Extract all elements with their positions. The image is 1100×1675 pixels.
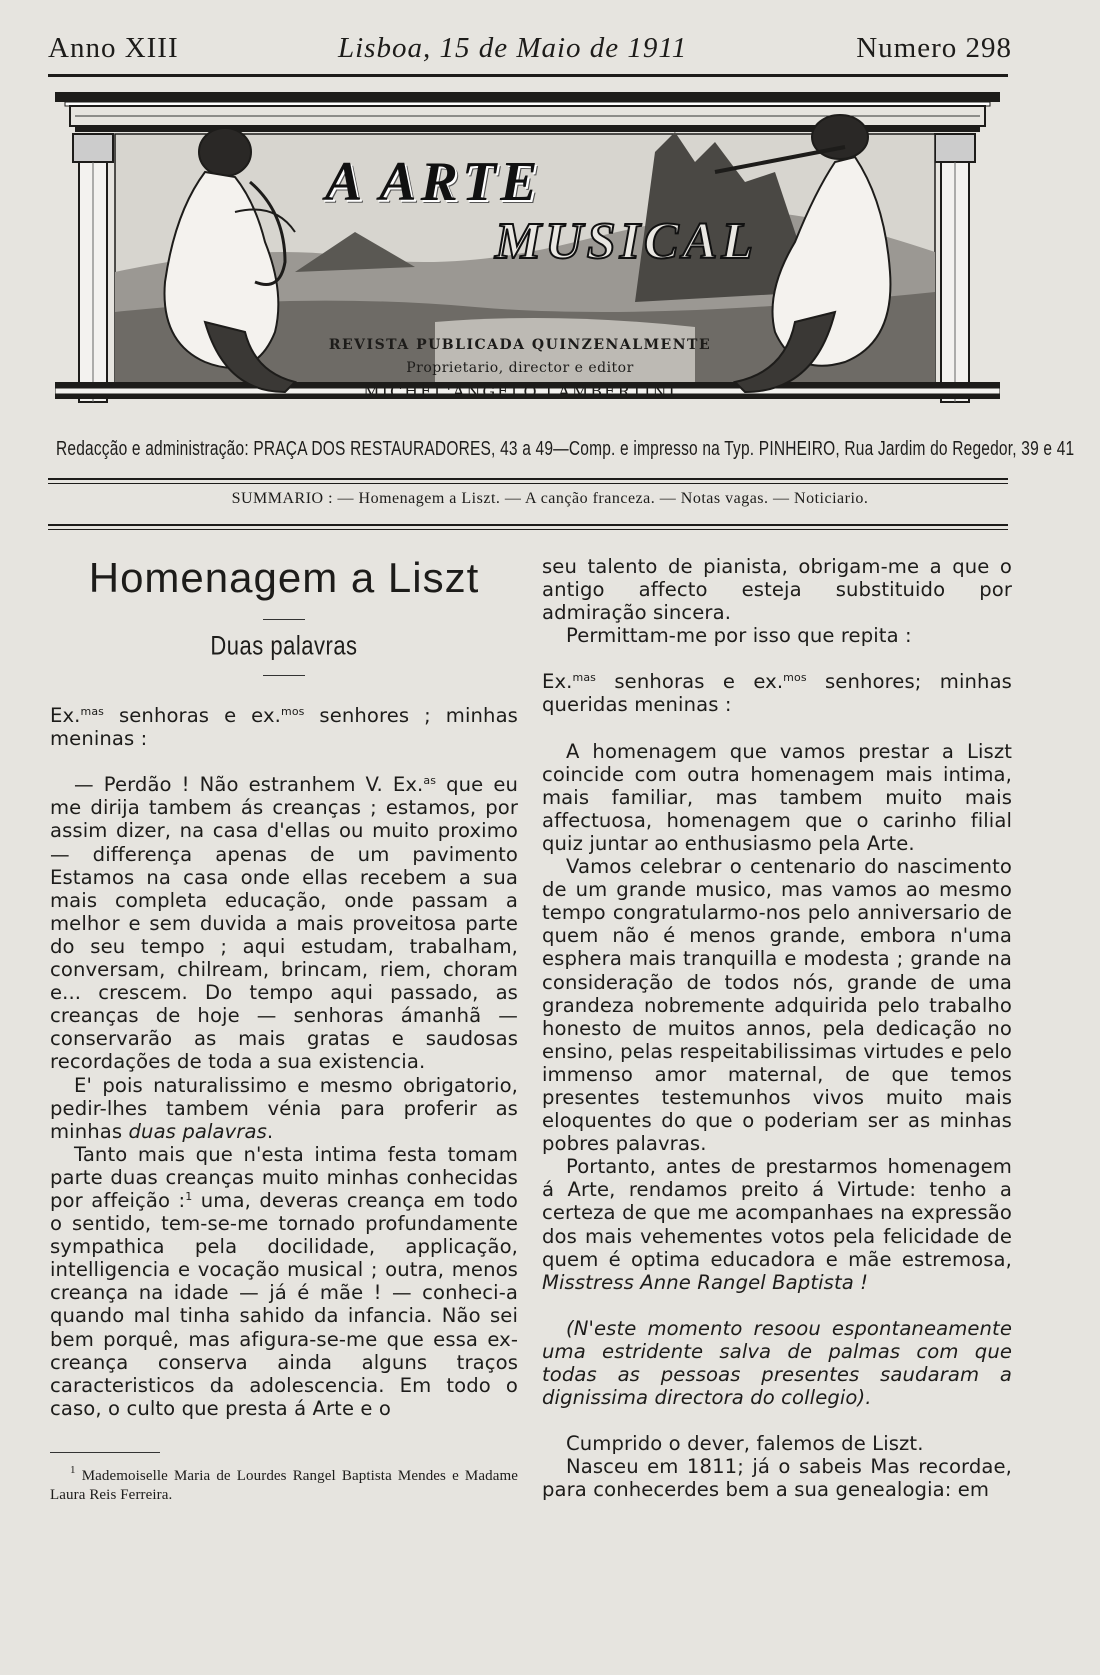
left-column [50,555,518,1505]
summary-line: SUMMARIO : — Homenagem a Liszt. — A canção franceza. — Notas vagas. — Noticiario. [231,490,869,507]
article-subtitle: Duas palavras [210,630,358,661]
right-column [542,555,1012,1501]
paragraph: Vamos celebrar o centenario do nascimento de um grande musico, mas vamos ao mesmo tempo congratularmo-nos pelo anniversario de quem não é menos grande, embora n'uma esphera mais tranquilla e modesta ; grande na consideração de todos nós, grande de uma grandeza nobremente adquirida pelo trabalho honesto de muitos annos, pela dedicação no ensino, pelas respeitabilissimas virtudes e pelo immenso amor maternal, de que temos presentes testemunhos vivos muito mais eloquentes do que o poderiam ser as minhas pobres palavras. [542,855,1012,1156]
masthead-title-line2: MUSICAL [495,213,758,270]
paragraph: Cumprido o dever, falemos de Liszt. [566,1432,924,1456]
paragraph: Nasceu em 1811; já o sabeis Mas recordae, para conhecerdes bem a sua genealogia: em [542,1455,1012,1502]
paragraph: Permittam-me por isso que repita : [566,624,912,648]
editor-name: MICHEL'ANGELO LAMBERTINI [363,382,677,401]
summary-rule-top [48,478,1008,480]
paragraph: — Perdão ! Não estranhem V. Ex.$^{as}$ que eu me dirija tambem ás creanças ; estamos, por assim dizer, na casa d'ellas ou muito proximo — differença apenas de um pavimento Estamos na casa onde ellas recebem a sua mais completa educação, onde passam a melhor e sem duvida a mais proveitosa parte do seu tempo ; aqui estudam, trabalham, conversam, chilream, brincam, riem, choram e... crescem. Do tempo aqui passado, as creanças de hoje — senhoras ámanhã — conservarão as mais gratas e saudosas recordações de toda a sua existencia. [50,773,519,1074]
paragraph: (N'este momento resoou espontaneamente uma estridente salva de palmas com que todas as pessoas presentes saudaram a dignissima directora do collegio). [542,1316,1012,1410]
summary-rule-bottom [48,524,1008,526]
masthead [55,92,1000,432]
summary-rule-top-2 [48,483,1008,484]
paragraph: seu talento de pianista, obrigam-me a que o antigo affecto esteja substituido por admiração sincera. [542,555,1012,625]
paragraph: Tanto mais que n'esta intima festa tomam parte duas creanças muito minhas conhecidas por affeição :$^1$ uma, deveras creança em todo o sentido, tem-se-me tornado profundamente sympathica pela docilidade, applicação, intelligencia e vocação musical ; outra, menos creança na idade — já é mãe ! — conheci-a quando mal tinha sahido da infancia. Não sei bem porquê, mas afigura-se-me que essa ex-creança conserva ainda alguns traços caracteristicos da adolescencia. Em todo o caso, o culto que presta á Arte e o [50,1142,518,1420]
paragraph: E' pois naturalissimo e mesmo obrigatorio, pedir-lhes tambem vénia para proferir as minhas duas palavras. [50,1073,518,1143]
masthead-subtitle: REVISTA PUBLICADA QUINZENALMENTE [328,337,712,353]
paragraph: Ex.$^{mas}$ senhoras e ex.$^{mos}$ senhores; minhas queridas meninas : [542,670,1012,717]
footnote: $^1$ Mademoiselle Maria de Lourdes Rangel Baptista Mendes e Madame Laura Reis Ferreira. [50,1463,518,1503]
address-line: Redacção e administração: PRAÇA DOS RESTAURADORES, 43 a 49—Comp. e impresso na Typ. PINHEIRO, Rua Jardim do Regedor, 39 e 41 [56,438,1075,461]
paragraph: A homenagem que vamos prestar a Liszt coincide com outra homenagem mais intima, mais familiar, mas tambem muito mais affectuosa, homenagem que o carinho filial quiz juntar ao enthusiasmo pela Arte. [542,739,1012,855]
proprietor-line: Proprietario, director e editor [406,360,634,376]
article-title: Homenagem a Liszt [88,554,480,601]
date-line: Lisboa, 15 de Maio de 1911 [338,32,688,64]
paragraph: Ex.$^{mas}$ senhoras e ex.$^{mos}$ senhores ; minhas meninas : [50,704,518,751]
issue-header [48,32,1012,72]
masthead-title: A ARTE [325,151,542,213]
header-rule [48,74,1008,77]
summary-rule-bottom-2 [48,529,1008,530]
issue-year: Anno XIII [48,32,179,64]
issue-number: Numero 298 [856,32,1012,64]
paragraph: Portanto, antes de prestarmos homenagem á Arte, rendamos preito á Virtude: tenho a certeza de que me acompanhaes na expressão dos mais vehementes votos pela felicidade de quem é optima educadora e mãe estremosa, Misstress Anne Rangel Baptista ! [542,1155,1012,1294]
